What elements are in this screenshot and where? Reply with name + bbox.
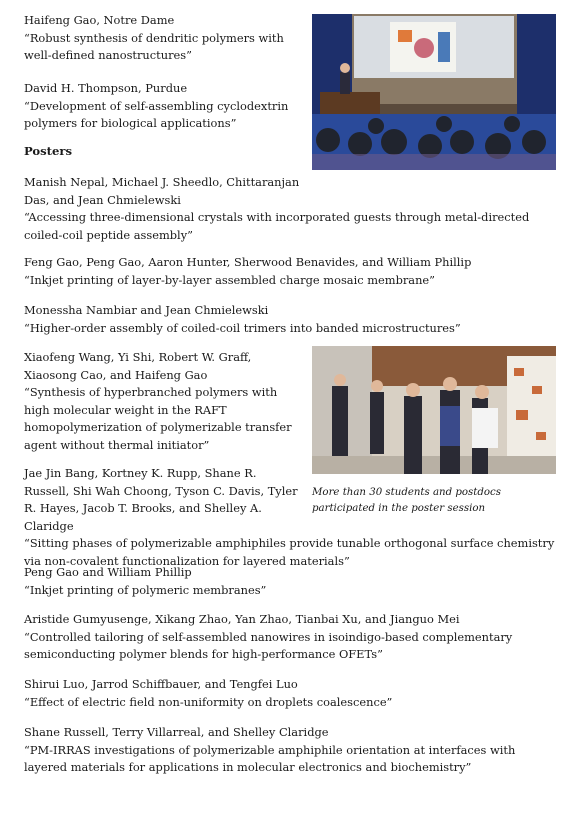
poster-entry [24, 611, 557, 664]
poster-authors: Jae Jin Bang, Kortney K. Rupp, Shane R. Russell, Shi Wah Choong, Tyson C. Davis, Tyler R. Hayes, Jacob T. Brooks, and Shelley A. Claridge [24, 466, 298, 533]
poster-entry [24, 349, 300, 454]
poster-authors: Xiaofeng Wang, Yi Shi, Robert W. Graff, Xiaosong Cao, and Haifeng Gao [24, 350, 252, 382]
talk-authors: David H. Thompson, Purdue [24, 81, 188, 95]
talk-entry [24, 12, 300, 65]
poster-title: “Inkjet printing of layer-by-layer assembled charge mosaic membrane” [24, 272, 435, 287]
lecture-photo [312, 14, 556, 170]
photo-caption: More than 30 students and postdocs participated in the poster session [312, 487, 501, 514]
poster-session-photo [312, 346, 556, 474]
poster-title: “Sitting phases of polymerizable amphiphiles provide tunable orthogonal surface chemistry via non-covalent functionalization for layered materials” [24, 536, 555, 568]
poster-authors: Shirui Luo, Jarrod Schiffbauer, and Tengfei Luo [24, 677, 298, 691]
poster-title: “Controlled tailoring of self-assembled nanowires in isoindigo-based complementary semiconducting polymer blends for high-performance OFETs” [24, 629, 513, 661]
talk-entry [24, 80, 300, 133]
poster-title: “Effect of electric field non-uniformity on droplets coalescence” [24, 694, 393, 709]
poster-title: “Synthesis of hyperbranched polymers with high molecular weight in the RAFT homopolymerization of polymerizable transfer agent without thermal initiator” [24, 385, 292, 452]
poster-title: “Accessing three-dimensional crystals with incorporated guests through metal-directed coiled-coil peptide assembly” [24, 210, 530, 242]
poster-authors: Aristide Gumyusenge, Xikang Zhao, Yan Zhao, Tianbai Xu, and Jianguo Mei [24, 612, 460, 626]
poster-title: “Inkjet printing of polymeric membranes” [24, 582, 267, 597]
poster-authors: Peng Gao and William Phillip [24, 565, 192, 579]
posters-heading: Posters [24, 144, 73, 158]
poster-entry [24, 724, 557, 777]
poster-entry [24, 174, 557, 244]
poster-entry [24, 302, 557, 337]
poster-entry [24, 676, 557, 711]
poster-authors: Shane Russell, Terry Villarreal, and Shelley Claridge [24, 725, 329, 739]
poster-authors: Monessha Nambiar and Jean Chmielewski [24, 303, 269, 317]
poster-entry [24, 564, 557, 599]
poster-entry [24, 465, 557, 570]
talk-authors: Haifeng Gao, Notre Dame [24, 13, 175, 27]
talk-title: “Robust synthesis of dendritic polymers with well-defined nanostructures” [24, 30, 284, 62]
poster-entry [24, 254, 557, 289]
poster-authors: Manish Nepal, Michael J. Sheedlo, Chittaranjan Das, and Jean Chmielewski [24, 175, 300, 207]
poster-title: “Higher-order assembly of coiled-coil trimers into banded microstructures” [24, 320, 461, 335]
talk-title: “Development of self-assembling cyclodextrin polymers for biological applications” [24, 98, 289, 130]
poster-title: “PM-IRRAS investigations of polymerizable amphiphile orientation at interfaces with layered materials for applications in molecular electronics and biochemistry” [24, 742, 516, 774]
poster-authors: Feng Gao, Peng Gao, Aaron Hunter, Sherwood Benavides, and William Phillip [24, 255, 472, 269]
